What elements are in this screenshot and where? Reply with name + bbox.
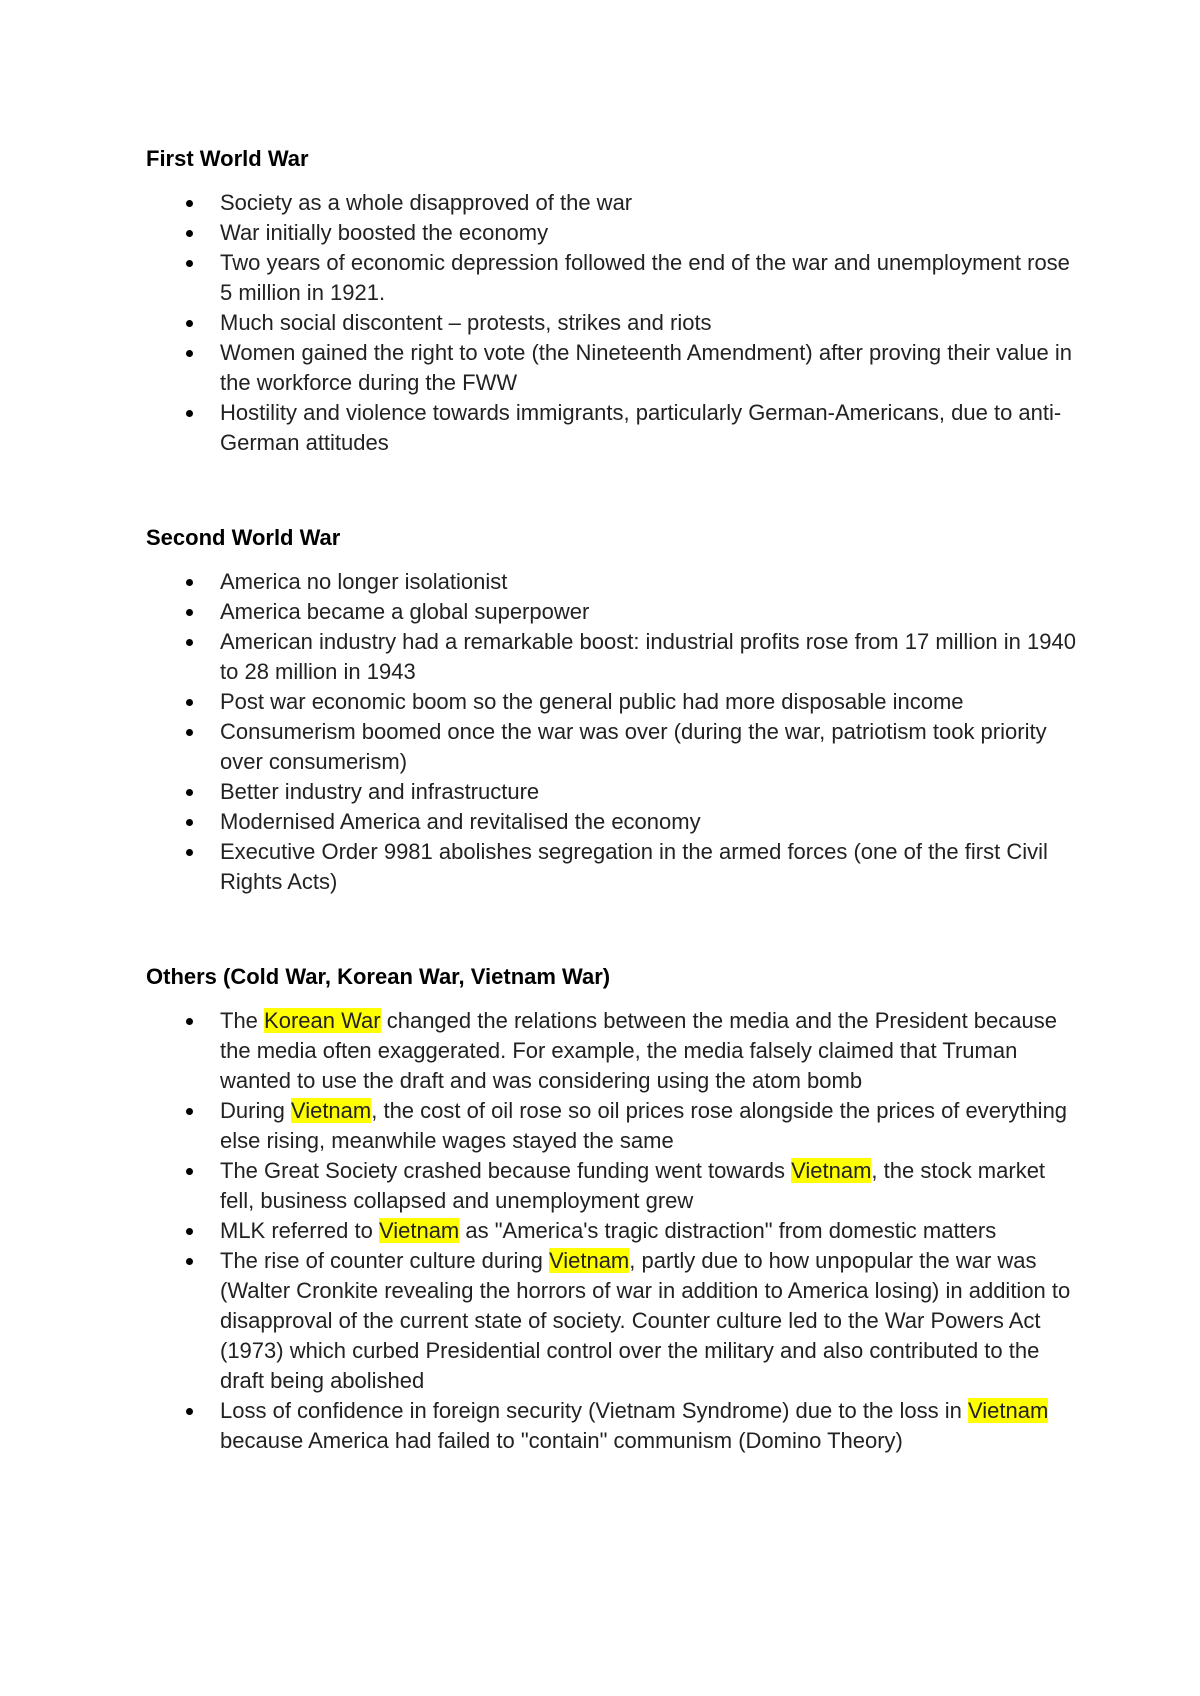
list-item bbox=[146, 777, 1080, 807]
bullet-icon bbox=[186, 350, 193, 357]
bullet-icon bbox=[186, 1168, 193, 1175]
list-item bbox=[146, 1006, 1080, 1096]
list-item bbox=[146, 627, 1080, 687]
item-text: America became a global superpower bbox=[220, 599, 590, 624]
section-second-world-war bbox=[146, 523, 1080, 897]
item-text: America no longer isolationist bbox=[220, 569, 508, 594]
item-text: The rise of counter culture during bbox=[220, 1248, 549, 1273]
highlighted-text: Vietnam bbox=[378, 1218, 460, 1243]
highlighted-text: Vietnam bbox=[290, 1098, 372, 1123]
list-item bbox=[146, 308, 1080, 338]
section-first-world-war bbox=[146, 144, 1080, 458]
item-text: because America had failed to "contain" communism (Domino Theory) bbox=[220, 1428, 903, 1453]
highlighted-text: Vietnam bbox=[791, 1158, 872, 1183]
bullet-icon bbox=[186, 1108, 193, 1115]
item-text: The bbox=[220, 1008, 265, 1033]
bullet-icon bbox=[186, 320, 193, 327]
bullet-list bbox=[146, 188, 1080, 458]
item-text: , partly due to how unpopular the war was (Walter Cronkite revealing the horrors of war in addition to America losing) in addition to disapproval of the current state of society. Counter culture led to the War Powers Act (1973) which curbed Presidential control over the military and also contributed to the draft being abolished bbox=[220, 1248, 1071, 1393]
bullet-icon bbox=[186, 789, 193, 796]
bullet-icon bbox=[186, 410, 193, 417]
list-item bbox=[146, 1216, 1080, 1246]
item-text: changed the relations between the media and the President because the media often exaggerated. For example, the media falsely claimed that Truman wanted to use the draft and was considering using the atom bomb bbox=[220, 1008, 1057, 1093]
list-item bbox=[146, 188, 1080, 218]
item-text: MLK referred to bbox=[220, 1218, 379, 1243]
item-text: Consumerism boomed once the war was over (during the war, patriotism took priority over consumerism) bbox=[220, 719, 1047, 774]
item-text: Hostility and violence towards immigrants, particularly German-Americans, due to anti-German attitudes bbox=[220, 400, 1062, 455]
item-text: Better industry and infrastructure bbox=[220, 779, 540, 804]
bullet-icon bbox=[186, 819, 193, 826]
list-item bbox=[146, 837, 1080, 897]
list-item bbox=[146, 807, 1080, 837]
bullet-icon bbox=[186, 200, 193, 207]
item-text: Women gained the right to vote (the Nineteenth Amendment) after proving their value in the workforce during the FWW bbox=[220, 340, 1072, 395]
list-item bbox=[146, 248, 1080, 308]
item-text: , the stock market fell, business collapsed and unemployment grew bbox=[220, 1158, 1046, 1213]
item-text: Executive Order 9981 abolishes segregation in the armed forces (one of the first Civil Rights Acts) bbox=[220, 839, 1048, 894]
bullet-icon bbox=[186, 1228, 193, 1235]
bullet-list bbox=[146, 567, 1080, 897]
bullet-icon bbox=[186, 1018, 193, 1025]
section-other-wars bbox=[146, 962, 1080, 1456]
list-item bbox=[146, 717, 1080, 777]
item-text: , the cost of oil rose so oil prices rose alongside the prices of everything else rising, meanwhile wages stayed the same bbox=[220, 1098, 1068, 1153]
list-item bbox=[146, 1096, 1080, 1156]
list-item bbox=[146, 398, 1080, 458]
bullet-icon bbox=[186, 1258, 193, 1265]
highlighted-text: Korean War bbox=[264, 1008, 381, 1033]
list-item bbox=[146, 338, 1080, 398]
list-item bbox=[146, 687, 1080, 717]
list-item bbox=[146, 218, 1080, 248]
bullet-icon bbox=[186, 579, 193, 586]
list-item bbox=[146, 597, 1080, 627]
item-text: Society as a whole disapproved of the war bbox=[220, 190, 633, 215]
item-text: During bbox=[220, 1098, 291, 1123]
highlighted-text: Vietnam bbox=[548, 1248, 630, 1273]
list-item bbox=[146, 1246, 1080, 1396]
section-heading: Second World War bbox=[146, 525, 341, 550]
bullet-icon bbox=[186, 849, 193, 856]
item-text: Modernised America and revitalised the economy bbox=[220, 809, 701, 834]
bullet-icon bbox=[186, 230, 193, 237]
bullet-icon bbox=[186, 729, 193, 736]
item-text: American industry had a remarkable boost: industrial profits rose from 17 million in 1940 to 28 million in 1943 bbox=[220, 629, 1076, 684]
list-item bbox=[146, 1396, 1080, 1456]
bullet-icon bbox=[186, 1408, 193, 1415]
section-heading: First World War bbox=[146, 146, 309, 171]
list-item bbox=[146, 1156, 1080, 1216]
item-text: Loss of confidence in foreign security (Vietnam Syndrome) due to the loss in bbox=[220, 1398, 968, 1423]
item-text: The Great Society crashed because funding went towards bbox=[220, 1158, 792, 1183]
section-heading: Others (Cold War, Korean War, Vietnam War) bbox=[146, 964, 611, 989]
bullet-icon bbox=[186, 639, 193, 646]
item-text: War initially boosted the economy bbox=[220, 220, 549, 245]
list-item bbox=[146, 567, 1080, 597]
bullet-icon bbox=[186, 609, 193, 616]
bullet-icon bbox=[186, 699, 193, 706]
bullet-icon bbox=[186, 260, 193, 267]
highlighted-text: Vietnam bbox=[968, 1398, 1049, 1423]
bullet-list bbox=[146, 1006, 1080, 1456]
item-text: Much social discontent – protests, strikes and riots bbox=[220, 310, 712, 335]
item-text: Two years of economic depression followed the end of the war and unemployment rose 5 million in 1921. bbox=[220, 250, 1070, 305]
item-text: Post war economic boom so the general public had more disposable income bbox=[220, 689, 964, 714]
item-text: as "America's tragic distraction" from domestic matters bbox=[459, 1218, 997, 1243]
